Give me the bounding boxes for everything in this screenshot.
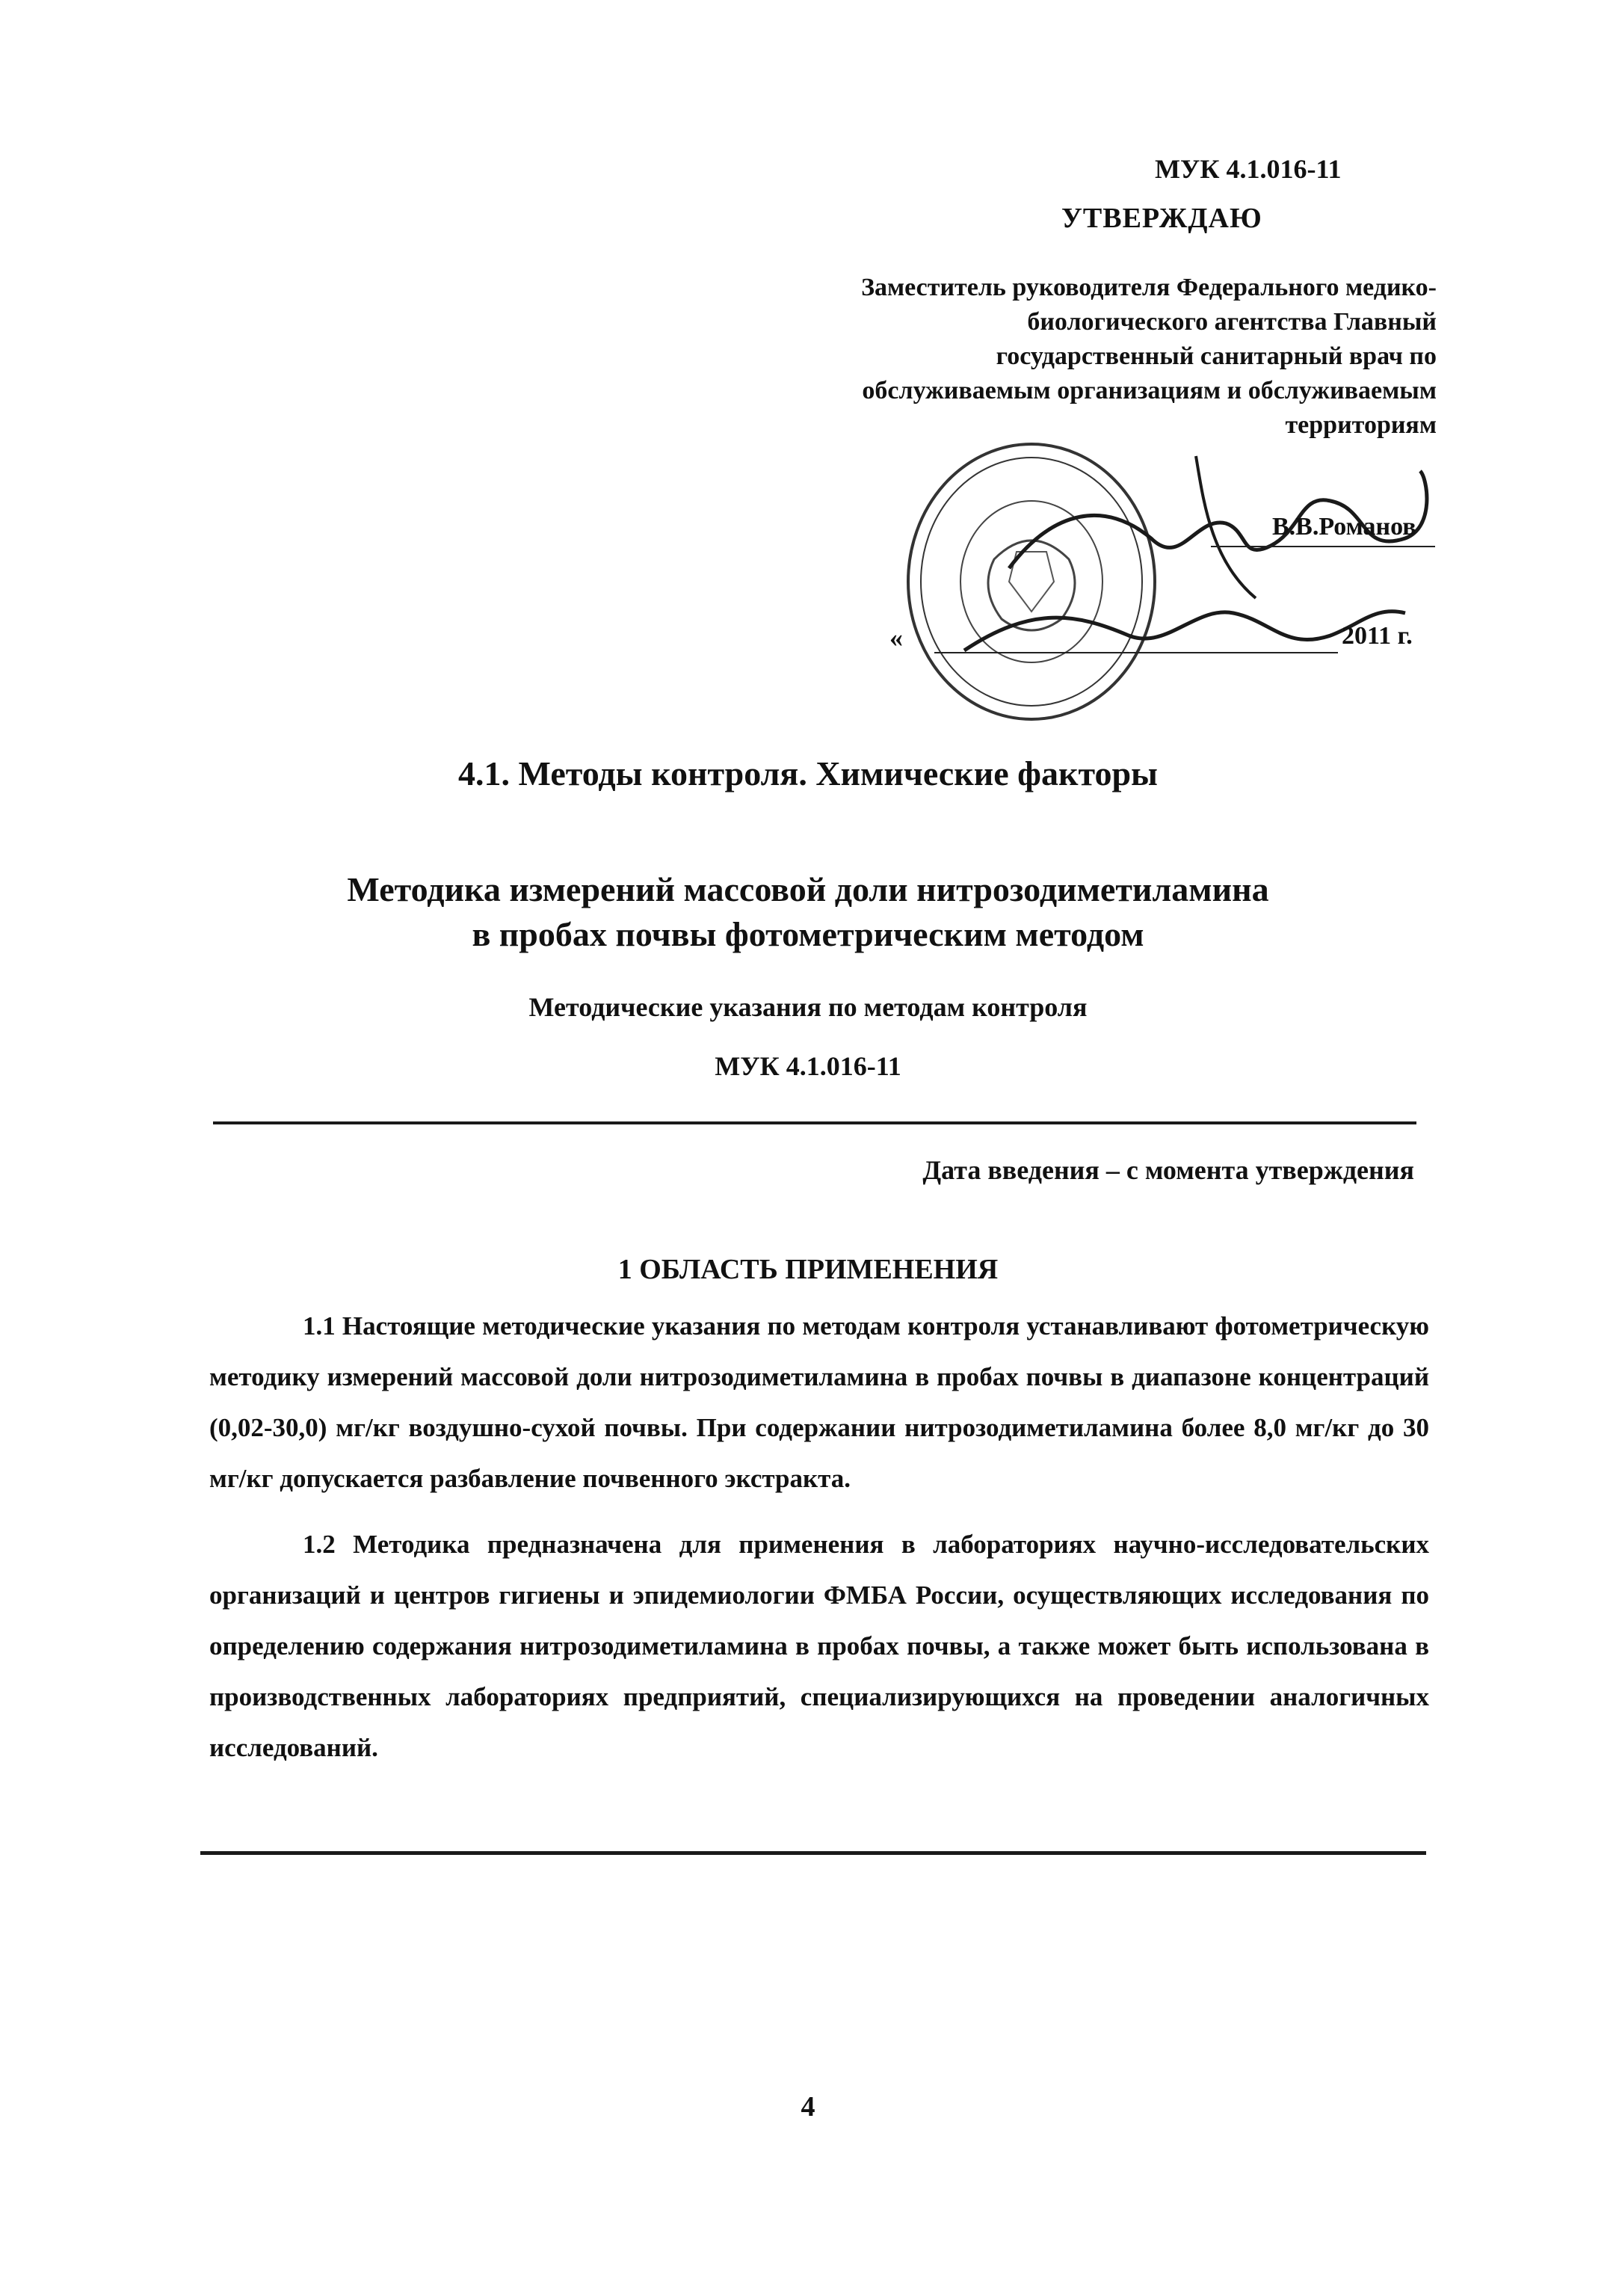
- approval-year: 2011 г.: [1342, 622, 1413, 650]
- scope-paragraph-1-2: 1.2 Методика предназначена для применения в лабораториях научно-исследовательских организаций и центров гигиены и эпидемиологии ФМБА России, осуществляющих исследования по определению содержания нитрозодиметиламина в пробах почвы, а также может быть использована в производственных лабораториях предприятий, специализирующихся на проведении аналогичных исследований.: [209, 1530, 1429, 1762]
- guidelines-subtitle: Методические указания по методам контроля: [528, 992, 1088, 1022]
- header-doc-code: МУК 4.1.016-11: [1155, 154, 1342, 184]
- scope-paragraph-1-1: 1.1 Настоящие методические указания по методам контроля устанавливают фотометрическую методику измерений массовой доли нитрозодиметиламина в пробах почвы в диапазоне концентраций (0,02-30,0) мг/кг воздушно-сухой почвы. При содержании нитрозодиметиламина более 8,0 мг/кг до 30 мг/кг допускается разбавление почвенного экстракта.: [209, 1311, 1429, 1493]
- approver-title: Заместитель руководителя Федерального медико-биологического агентства Главный государственный санитарный врач по обслуживаемым организациям и обслуживаемым территориям: [861, 274, 1437, 439]
- document-title-line2: в пробах почвы фотометрическим методом: [472, 915, 1144, 953]
- introduction-date: Дата введения – с момента утверждения: [922, 1155, 1414, 1185]
- divider-bottom: [200, 1851, 1426, 1855]
- approval-heading: УТВЕРЖДАЮ: [1061, 203, 1262, 234]
- signer-name: В.В.Романов: [1272, 513, 1416, 541]
- date-open-quote: «: [889, 623, 903, 653]
- document-title-line1: Методика измерений массовой доли нитрозодиметиламина: [347, 870, 1269, 908]
- page-number: 4: [801, 2091, 815, 2123]
- document-title: [0, 867, 1616, 957]
- document-code: МУК 4.1.016-11: [715, 1051, 901, 1081]
- date-line: [934, 652, 1338, 653]
- divider-top: [213, 1121, 1416, 1124]
- scope-heading: 1 ОБЛАСТЬ ПРИМЕНЕНИЯ: [617, 1254, 999, 1285]
- section-title: 4.1. Методы контроля. Химические факторы: [458, 754, 1158, 792]
- signature-line: [1211, 546, 1435, 547]
